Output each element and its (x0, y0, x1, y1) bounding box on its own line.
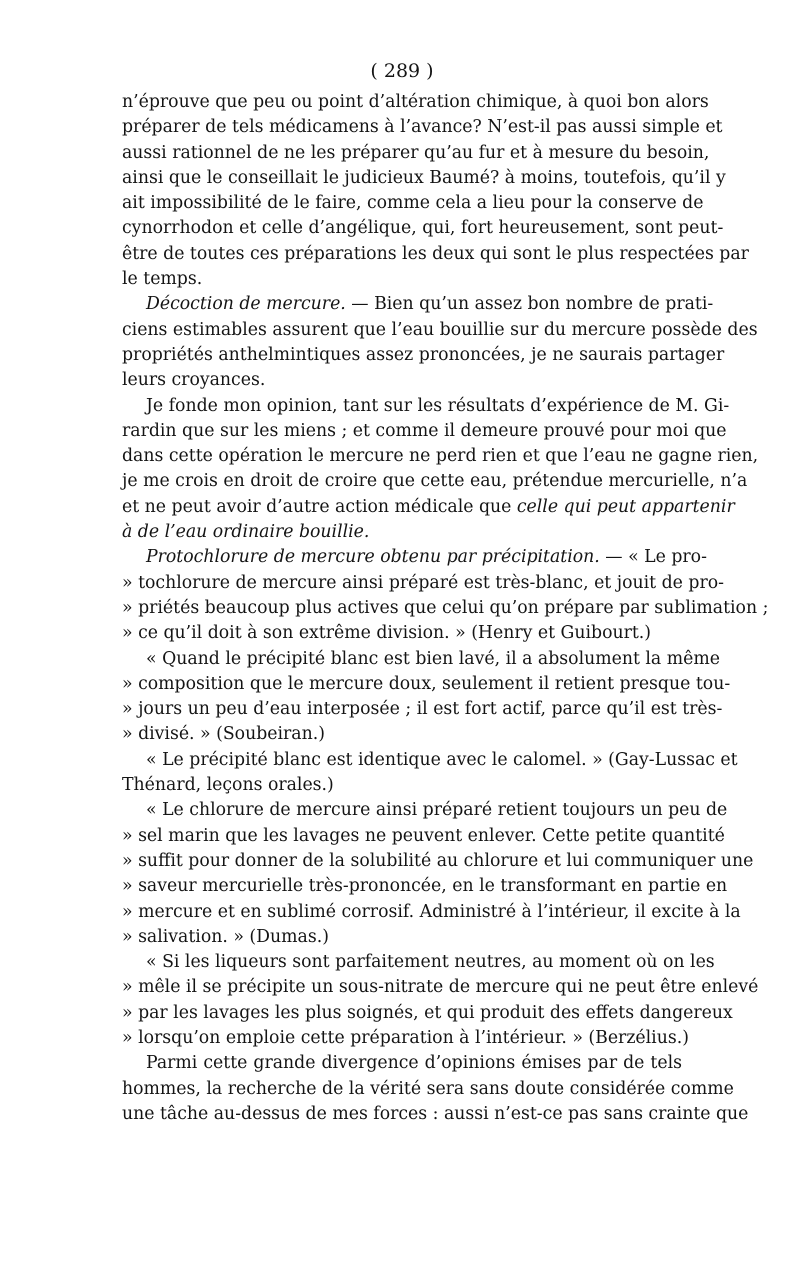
paragraph (122, 292, 758, 393)
text-line: leurs croyances. (122, 370, 266, 391)
text-line: » mêle il se précipite un sous-nitrate de mercure qui ne peut être enlevé (122, 977, 759, 998)
paragraph (122, 90, 749, 292)
text-line: ainsi que le conseillait le judicieux Baumé? à moins, toutefois, qu’il y (122, 167, 726, 188)
emphasis-line: à de l’eau ordinaire bouillie. (122, 522, 370, 543)
text-line: hommes, la recherche de la vérité sera sans doute considérée comme (122, 1078, 734, 1099)
text-line: « Le précipité blanc est identique avec le calomel. » (Gay-Lussac et (146, 749, 738, 770)
text-line: « Le chlorure de mercure ainsi préparé retient toujours un peu de (146, 800, 728, 821)
emphasis: celle qui peut appartenir (516, 496, 735, 517)
text-line: » ce qu’il doit à son extrême division. » (Henry et Guibourt.) (122, 623, 652, 644)
text-line (122, 545, 707, 570)
body-text (122, 90, 769, 1127)
paragraph (122, 647, 731, 748)
text-line: « Quand le précipité blanc est bien lavé, il a absolument la même (146, 648, 720, 669)
paragraph (122, 748, 738, 799)
text-line: » composition que le mercure doux, seulement il retient presque tou- (122, 673, 731, 694)
text-line: » salivation. » (Dumas.) (122, 926, 329, 947)
text-line: être de toutes ces préparations les deux qui sont le plus respectées par (122, 243, 749, 264)
text-line: préparer de tels médicamens à l’avance? N’est-il pas aussi simple et (122, 117, 723, 138)
text-line: le temps. (122, 269, 203, 290)
paragraph (122, 1051, 749, 1127)
section-heading: Décoction de mercure. (146, 294, 346, 315)
text-line: rardin que sur les miens ; et comme il demeure prouvé pour moi que (122, 420, 727, 441)
text-line: Parmi cette grande divergence d’opinions émises par de tels (146, 1053, 682, 1074)
paragraph (122, 394, 759, 546)
text-line: Thénard, leçons orales.) (122, 775, 334, 796)
text-line: dans cette opération le mercure ne perd rien et que l’eau ne gagne rien, (122, 446, 759, 467)
text-line: une tâche au-dessus de mes forces : aussi n’est-ce pas sans crainte que (122, 1103, 749, 1124)
text-line: » lorsqu’on emploie cette préparation à l’intérieur. » (Berzélius.) (122, 1027, 689, 1048)
text-line: ait impossibilité de le faire, comme cela a lieu pour la conserve de (122, 193, 704, 214)
text-line: Je fonde mon opinion, tant sur les résultats d’expérience de M. Gi- (146, 395, 730, 416)
text-line: « Si les liqueurs sont parfaitement neutres, au moment où on les (146, 952, 715, 973)
text-line: » sel marin que les lavages ne peuvent enlever. Cette petite quantité (122, 825, 725, 846)
text-line: » tochlorure de mercure ainsi préparé est très-blanc, et jouit de pro- (122, 572, 724, 593)
text-line: propriétés anthelmintiques assez prononcées, je ne saurais partager (122, 344, 725, 365)
text-line: » divisé. » (Soubeiran.) (122, 724, 325, 745)
text-line: » saveur mercurielle très-prononcée, en le transformant en partie en (122, 876, 728, 897)
section-heading: Protochlorure de mercure obtenu par précipitation. (146, 547, 600, 568)
text-line: aussi rationnel de ne les préparer qu’au fur et à mesure du besoin, (122, 142, 710, 163)
paragraph (122, 545, 769, 646)
paragraph (122, 798, 754, 950)
text-fragment: — Bien qu’un assez bon nombre de prati- (345, 294, 714, 315)
text-line: cynorrhodon et celle d’angélique, qui, fort heureusement, sont peut- (122, 218, 724, 239)
paragraph (122, 950, 759, 1051)
text-fragment: et ne peut avoir d’autre action médicale que (122, 496, 517, 517)
text-line: ciens estimables assurent que l’eau bouillie sur du mercure possède des (122, 319, 758, 340)
text-line (122, 292, 714, 317)
text-line: » suffit pour donner de la solubilité au chlorure et lui communiquer une (122, 850, 754, 871)
text-line: je me crois en droit de croire que cette eau, prétendue mercurielle, n’a (122, 471, 748, 492)
text-line: n’éprouve que peu ou point d’altération chimique, à quoi bon alors (122, 92, 709, 112)
text-line: » jours un peu d’eau interposée ; il est fort actif, parce qu’il est très- (122, 699, 723, 720)
text-line: » par les lavages les plus soignés, et qui produit des effets dangereux (122, 1002, 733, 1023)
text-line: » mercure et en sublimé corrosif. Administré à l’intérieur, il excite à la (122, 901, 741, 922)
text-fragment: — « Le pro- (599, 547, 707, 568)
text-line: » priétés beaucoup plus actives que celui qu’on prépare par sublimation ; (122, 597, 769, 618)
text-line (122, 495, 735, 520)
page-number: ( 289 ) (370, 60, 434, 82)
